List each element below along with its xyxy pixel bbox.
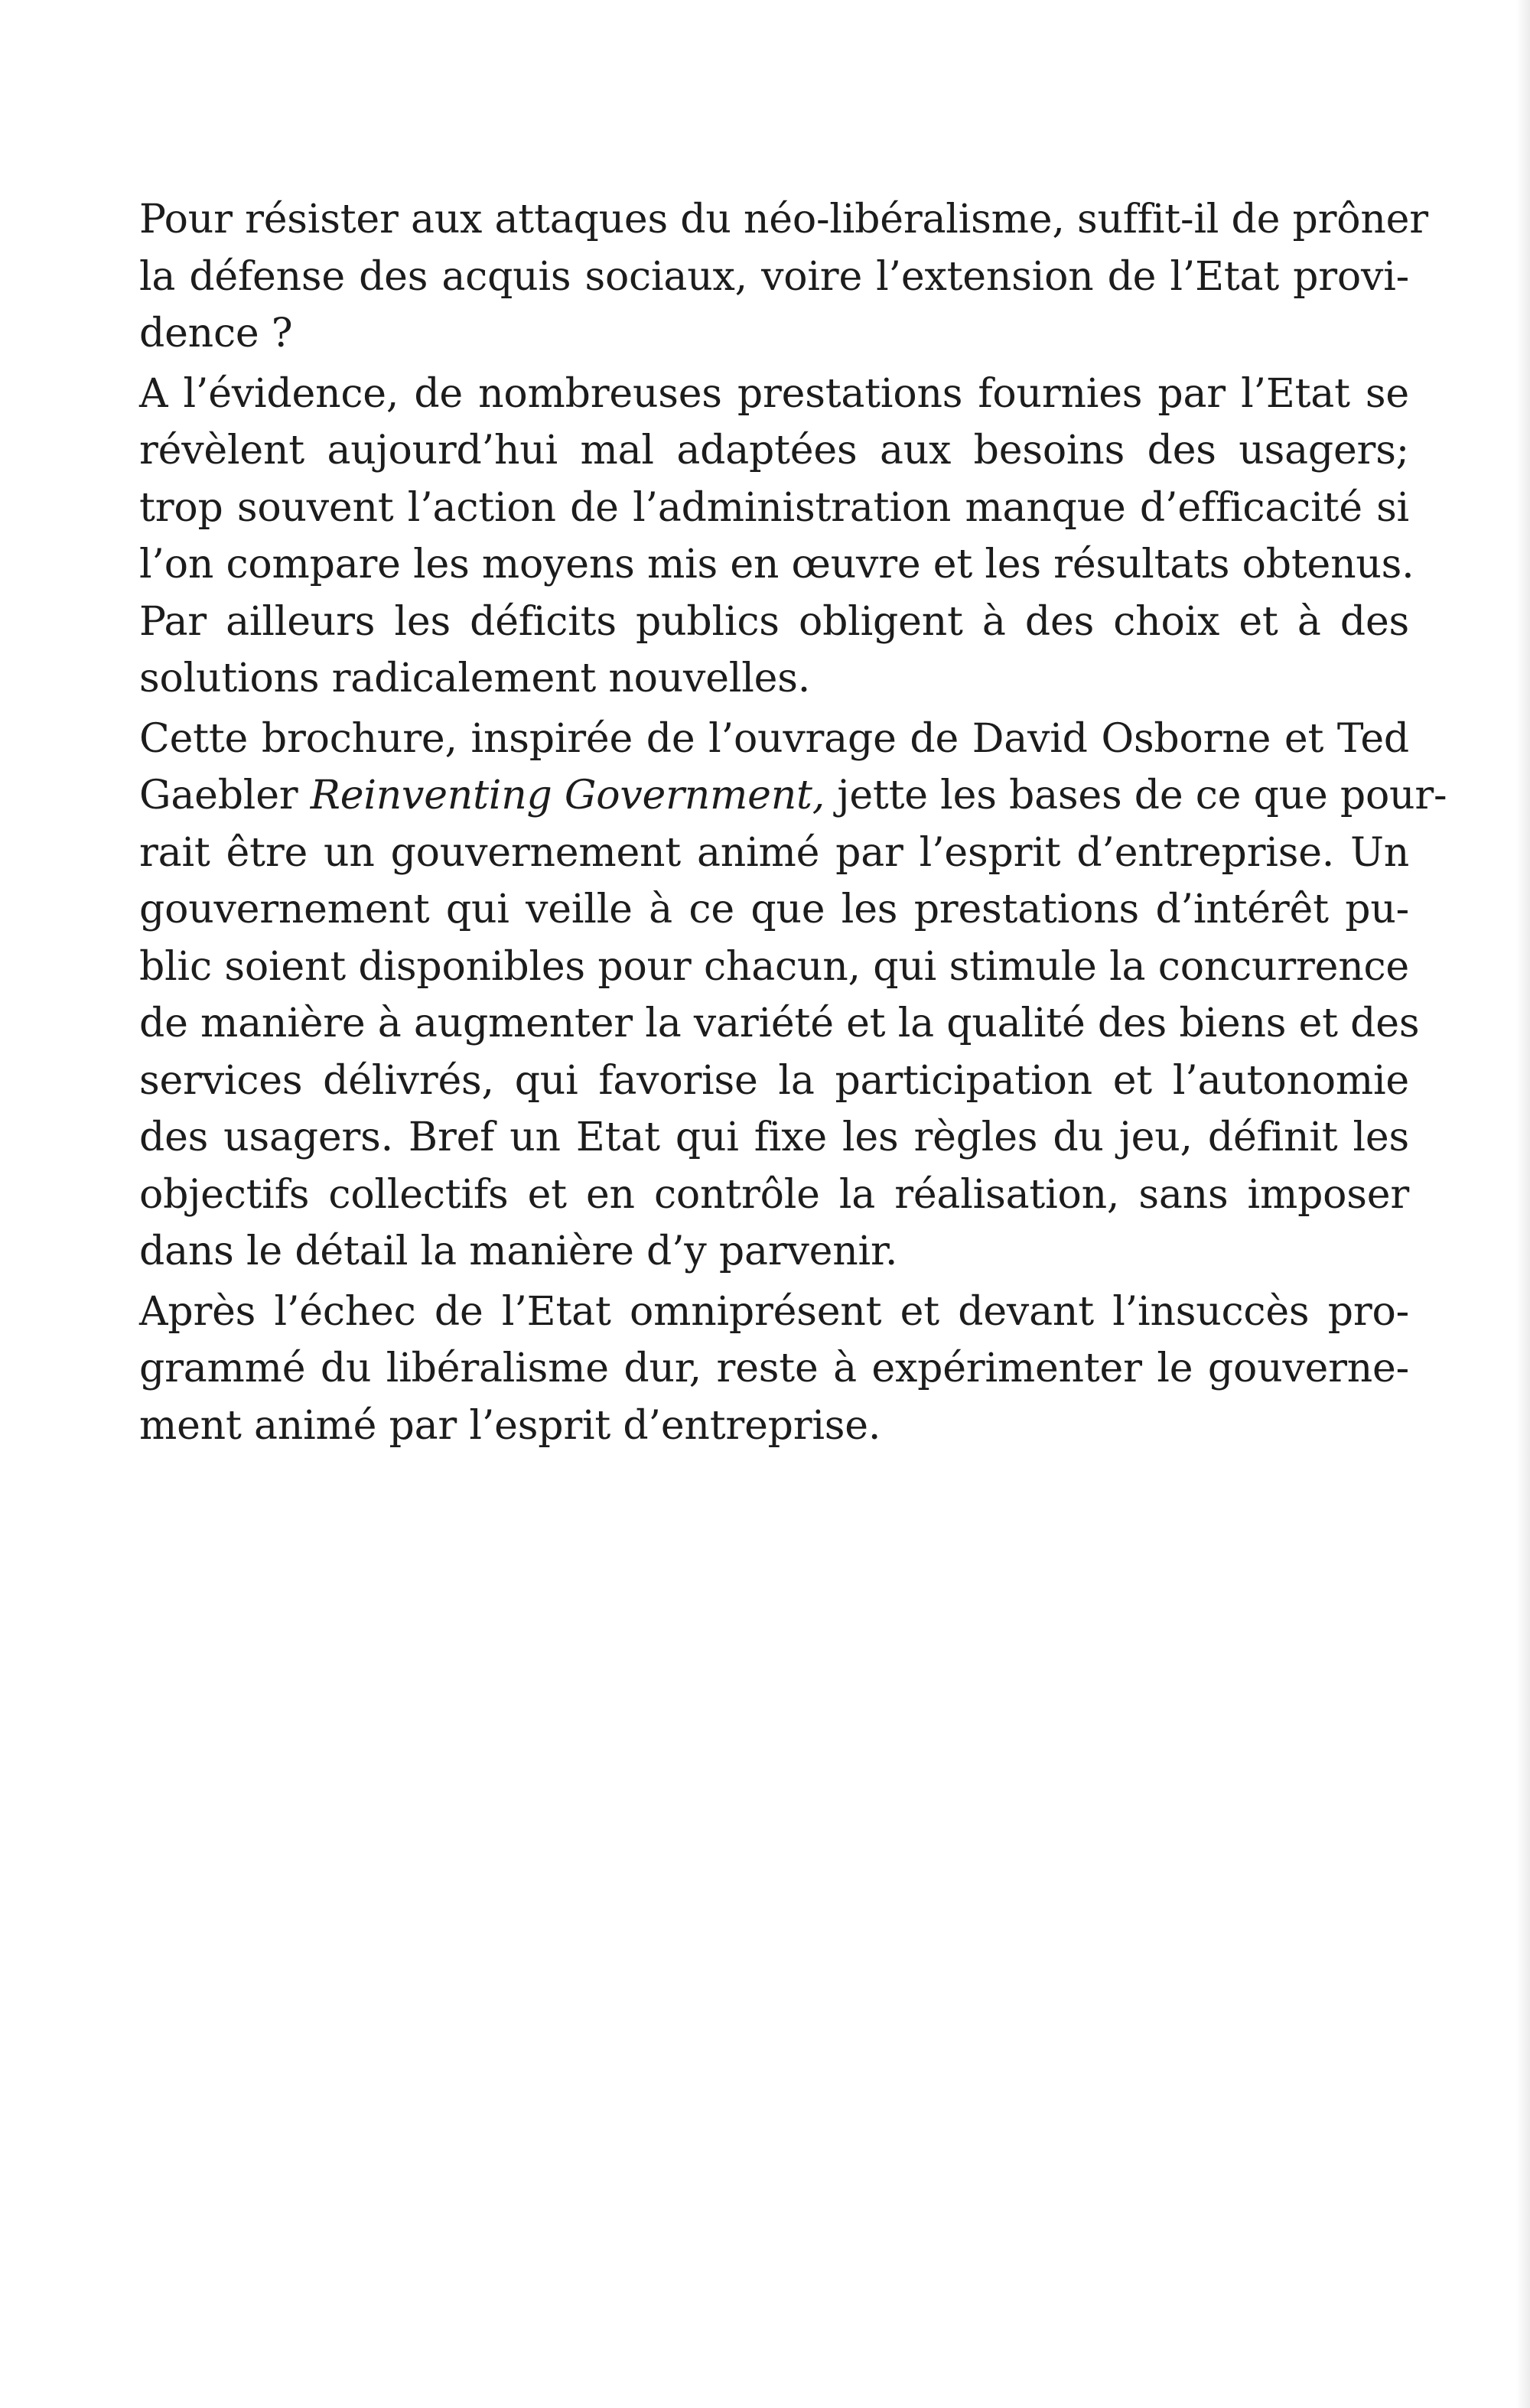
book-title: Reinventing Government, <box>310 773 825 818</box>
text-line: Cette brochure, inspirée de l’ouvrage de David Osborne et Ted <box>139 715 1409 762</box>
text-line: trop souvent l’action de l’administration manque d’efficacité si <box>139 484 1409 531</box>
text-line: des usagers. Bref un Etat qui fixe les règles du jeu, définit les <box>139 1115 1409 1160</box>
text-line: objectifs collectifs et en contrôle la réalisation, sans imposer <box>139 1171 1409 1218</box>
text-line: blic soient disponibles pour chacun, qui stimule la concurrence <box>139 943 1409 990</box>
text-line: Par ailleurs les déficits publics obligent à des choix et à des <box>139 598 1409 645</box>
text-line: Pour résister aux attaques du néo-libéralisme, suffit-il de prôner <box>139 197 1428 242</box>
paragraph-3 <box>139 711 1447 1280</box>
text-line: l’on compare les moyens mis en œuvre et les résultats obtenus. <box>139 542 1414 587</box>
paragraph-4 <box>139 1284 1409 1455</box>
paragraph-1 <box>139 191 1428 363</box>
text-line: de manière à augmenter la variété et la qualité des biens et des <box>139 1001 1420 1046</box>
page-edge-shadow <box>1516 0 1530 2408</box>
text-line: la défense des acquis sociaux, voire l’extension de l’Etat provi- <box>139 253 1409 300</box>
text-line: services délivrés, qui favorise la participation et l’autonomie <box>139 1057 1409 1104</box>
text-line: dans le détail la manière d’y parvenir. <box>139 1228 898 1274</box>
text-line: ment animé par l’esprit d’entreprise. <box>139 1402 881 1449</box>
text-line: révèlent aujourd’hui mal adaptées aux besoins des usagers; <box>139 428 1409 473</box>
text-segment: Gaebler <box>139 773 311 818</box>
body-text <box>139 191 1447 1457</box>
text-line: grammé du libéralisme dur, reste à expérimenter le gouverne- <box>139 1346 1409 1391</box>
text-line: dence ? <box>139 311 293 356</box>
text-line: A l’évidence, de nombreuses prestations fournies par l’Etat se <box>139 370 1409 417</box>
text-line: rait être un gouvernement animé par l’esprit d’entreprise. Un <box>139 829 1409 876</box>
paragraph-2 <box>139 366 1414 708</box>
text-line: Après l’échec de l’Etat omniprésent et devant l’insuccès pro- <box>139 1288 1409 1335</box>
text-line: gouvernement qui veille à ce que les prestations d’intérêt pu- <box>139 887 1409 932</box>
text-line: solutions radicalement nouvelles. <box>139 656 811 701</box>
text-segment: jette les bases de ce que pour- <box>825 773 1447 818</box>
text-line-with-italic <box>139 767 1447 825</box>
